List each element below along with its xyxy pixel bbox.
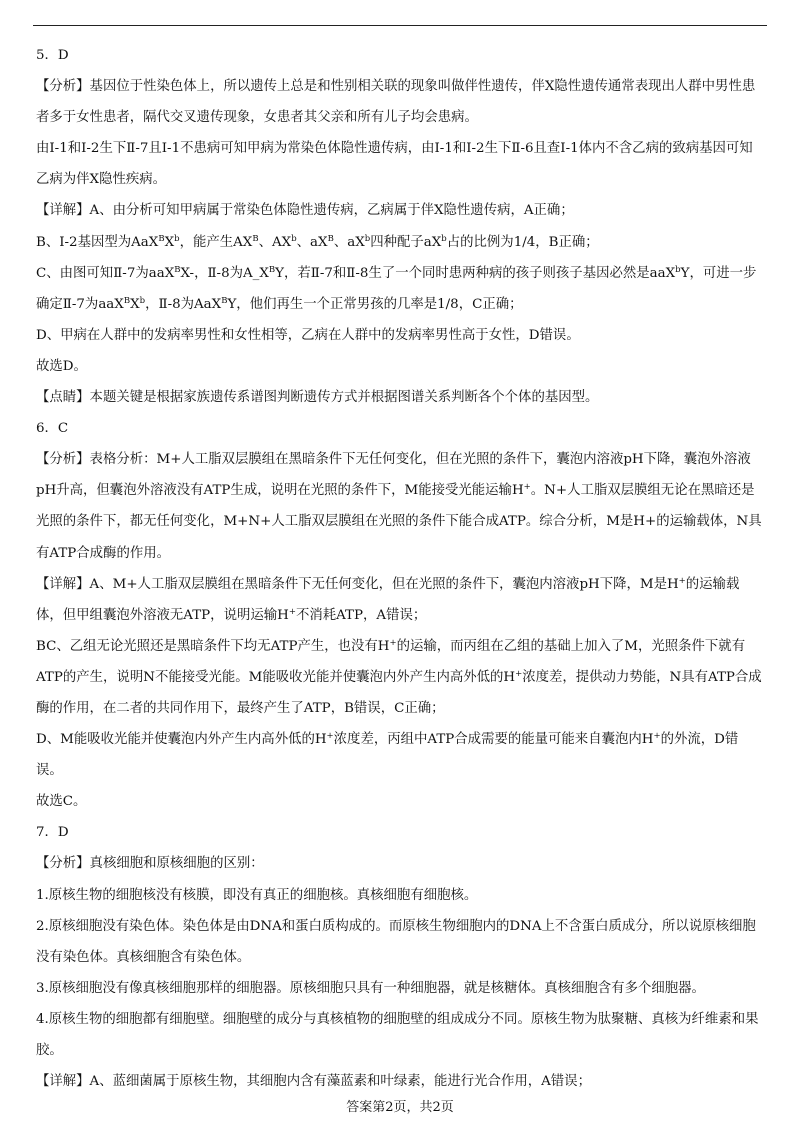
q6-analysis: 【分析】表格分析：M+人工脂双层膜组在黑暗条件下无任何变化，但在光照的条件下，囊泡内溶液pH下降，囊泡外溶液pH升高，但囊泡外溶液没有ATP生成，说明在光照的条件下，M能接受光能运输H+。N+人工脂双层膜组无论在黑暗还是光照的条件下，都无任何变化，M+N+人工脂双层膜组在光照的条件下能合成ATP。综合分析，M是H+的运输载体，N具有ATP合成酶的作用。: [36, 452, 762, 561]
page-footer: 答案第2页，共2页: [346, 1100, 454, 1115]
q5-analysis-pedigree: 由Ⅰ-1和Ⅰ-2生下Ⅱ-7且Ⅰ-1不患病可知甲病为常染色体隐性遗传病，由Ⅰ-1和Ⅰ-2生下Ⅱ-6且查Ⅰ-1体内不含乙病的致病基因可知乙病为伴X隐性疾病。: [36, 141, 753, 188]
top-rule: [33, 25, 767, 26]
q5-detail-c: C、由图可知Ⅱ-7为aaX$^B$X-，Ⅱ-8为$A\_X^BY$，若Ⅱ-7和Ⅱ-8生了一个同时患两种病的孩子则孩子基因必然是aaX$^b$Y，可进一步确定Ⅱ-7为$aaX^BX^b$，Ⅱ-8为AaX$^B$Y，他们再生一个正常男孩的几率是1/8，C正确；: [36, 264, 757, 312]
q6-detail-d: D、M能吸收光能并使囊泡内外产生内高外低的H+浓度差，丙组中ATP合成需要的能量可能来自囊泡内H+的外流，D错误。: [36, 731, 739, 779]
q7-detail-a: 【详解】A、蓝细菌属于原核生物，其细胞内含有藻蓝素和叶绿素，能进行光合作用，A错误；: [36, 1074, 591, 1090]
q5-number: 5．D: [36, 48, 69, 63]
q5-detail-d: D、甲病在人群中的发病率男性和女性相等，乙病在人群中的发病率男性高于女性，D错误。: [36, 327, 580, 343]
q5-answer: 故选D。: [36, 358, 87, 374]
q5-comment: 【点睛】本题关键是根据家族遗传系谱图判断遗传方式并根据图谱关系判断各个个体的基因型。: [36, 390, 599, 406]
q6-number: 6．C: [36, 421, 69, 437]
q6-detail-a: 【详解】A、M+人工脂双层膜组在黑暗条件下无任何变化，但在光照的条件下，囊泡内溶液pH下降，M是H+的运输载体，但甲组囊泡外溶液无ATP，说明运输H+不消耗ATP，A错误；: [36, 575, 740, 623]
q7-point-3: 3.原核细胞没有像真核细胞那样的细胞器。原核细胞只具有一种细胞器，就是核糖体。真核细胞含有多个细胞器。: [36, 980, 705, 996]
q6-answer: 故选C。: [36, 794, 87, 810]
answer-content: [36, 40, 764, 1097]
q7-point-4: 4.原核生物的细胞都有细胞壁。细胞壁的成分与真核植物的细胞壁的组成成分不同。原核生物为肽聚糖、真核为纤维素和果胶。: [36, 1011, 759, 1058]
q7-analysis-title: 【分析】真核细胞和原核细胞的区别：: [36, 856, 264, 872]
q5-detail-a: 【详解】A、由分析可知甲病属于常染色体隐性遗传病，乙病属于伴X隐性遗传病，A正确；: [36, 203, 574, 219]
q5-detail-b: B、Ⅰ-2基因型为$AaX^BX^b$，能产生$AX^B$、$AX^b$、$aX^B$、$aX^b$四种配子$aX^b$占的比例为1/4，B正确；: [36, 233, 599, 250]
q5-analysis: 【分析】基因位于性染色体上，所以遗传上总是和性别相关联的现象叫做伴性遗传，伴X隐性遗传通常表现出人群中男性患者多于女性患者，隔代交叉遗传现象，女患者其父亲和所有儿子均会患病。: [36, 79, 756, 126]
q7-point-2: 2.原核细胞没有染色体。染色体是由DNA和蛋白质构成的。而原核生物细胞内的DNA上不含蛋白质成分，所以说原核细胞没有染色体。真核细胞含有染色体。: [36, 918, 756, 965]
q7-number: 7．D: [36, 825, 69, 841]
q7-point-1: 1.原核生物的细胞核没有核膜，即没有真正的细胞核。真核细胞有细胞核。: [36, 887, 478, 903]
q6-detail-bc: BC、乙组无论光照还是黑暗条件下均无ATP产生，也没有H+的运输，而丙组在乙组的基础上加入了M，光照条件下就有ATP的产生，说明N不能接受光能。M能吸收光能并使囊泡内外产生内高外低的H+浓度差，提供动力势能，N具有ATP合成酶的作用，在二者的共同作用下，最终产生了ATP，B错误，C正确；: [36, 637, 762, 716]
